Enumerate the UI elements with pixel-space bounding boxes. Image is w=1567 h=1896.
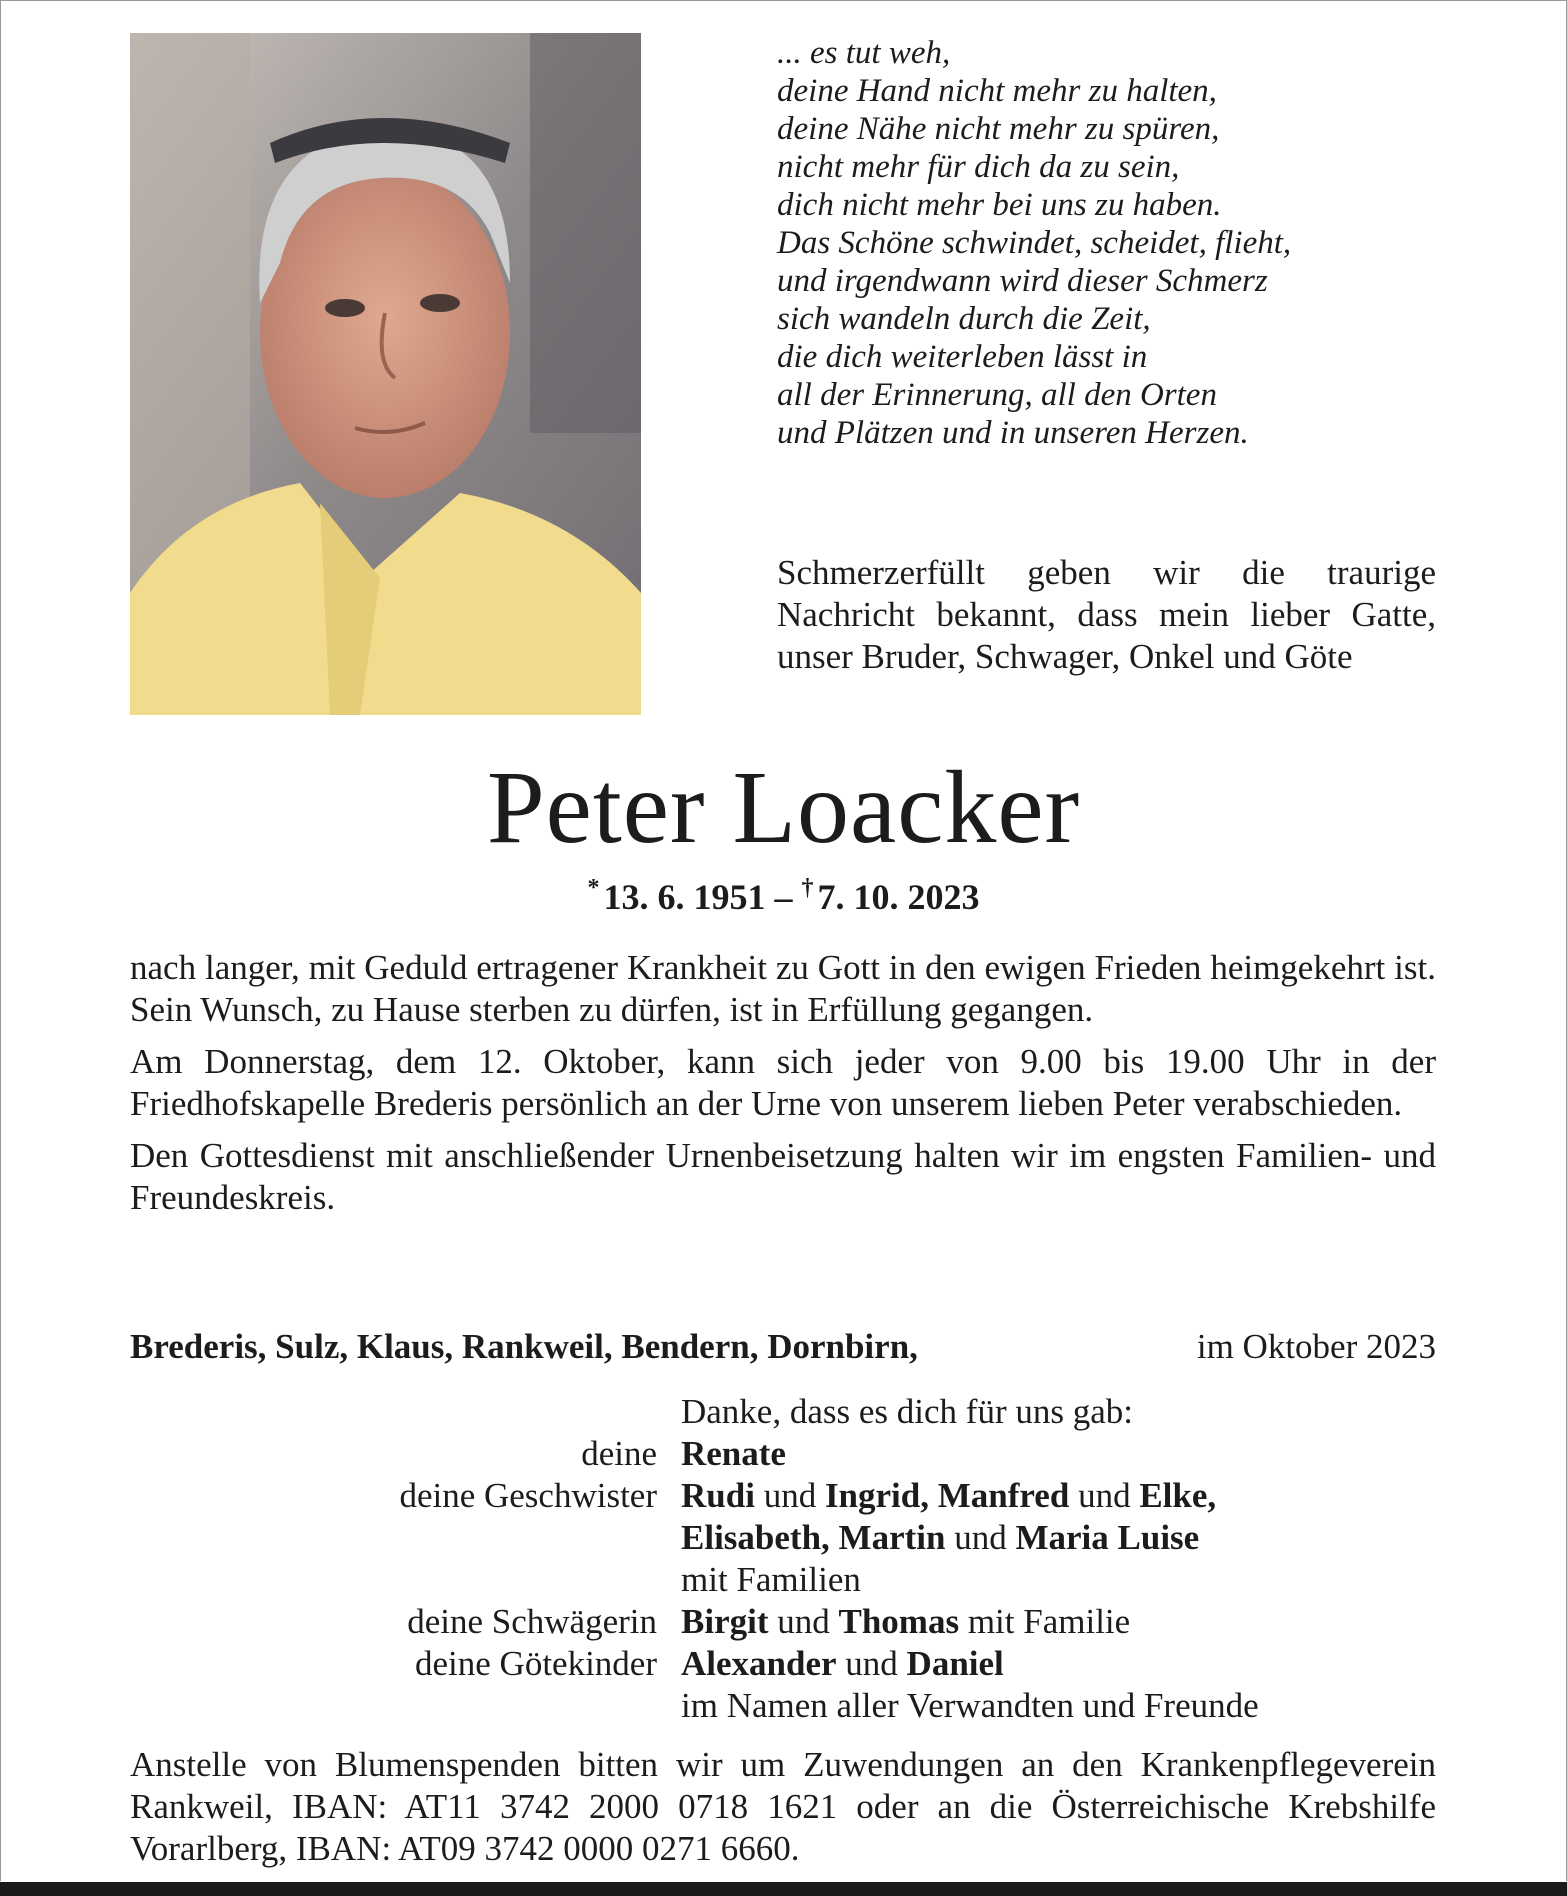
- locations: Brederis, Sulz, Klaus, Rankweil, Bendern, Dornbirn,: [130, 1327, 918, 1366]
- poem-line: Das Schöne schwindet, scheidet, flieht,: [777, 225, 1292, 261]
- poem-line: ... es tut weh,: [777, 35, 951, 71]
- siblings-line: Elisabeth, Martin und Maria Luise: [681, 1518, 1200, 1557]
- body-paragraph: Am Donnerstag, dem 12. Oktober, kann sich jeder von 9.00 bis 19.00 Uhr in der Friedhofskapelle Brederis persönlich an der Urne von unserem lieben Peter verabschieden.: [130, 1042, 1436, 1123]
- announcement: Schmerzerfüllt geben wir die traurige Nachricht bekannt, dass mein lieber Gatte, unser Bruder, Schwager, Onkel und Göte: [777, 553, 1436, 676]
- poem-line: die dich weiterleben lässt in: [777, 339, 1148, 375]
- donation-note: Anstelle von Blumenspenden bitten wir um Zuwendungen an den Krankenpflegeverein Rankweil, IBAN: AT11 3742 2000 0718 1621 oder an die Österreichische Krebshilfe Vorarlberg, IBAN: AT09 3742 0000 0271 6660.: [130, 1745, 1436, 1868]
- poem-line: und irgendwann wird dieser Schmerz: [777, 263, 1268, 299]
- family-label: deine Götekinder: [415, 1644, 657, 1683]
- date-separator: –: [774, 877, 793, 917]
- spouse-name: Renate: [681, 1434, 786, 1473]
- bottom-border: [0, 1882, 1567, 1896]
- family-label: deine: [581, 1434, 657, 1473]
- birth-symbol: *: [587, 875, 600, 901]
- poem-line: deine Nähe nicht mehr zu spüren,: [777, 111, 1220, 147]
- family-closing: im Namen aller Verwandten und Freunde: [681, 1686, 1259, 1725]
- death-symbol: †: [801, 875, 814, 901]
- siblings-line: Rudi und Ingrid, Manfred und Elke,: [681, 1476, 1217, 1515]
- life-dates: [0, 875, 1567, 918]
- body-text: [130, 947, 1436, 1229]
- body-paragraph: nach langer, mit Geduld ertragener Krankheit zu Gott in den ewigen Frieden heimgekehrt ist. Sein Wunsch, zu Hause sterben zu dürfen, ist in Erfüllung gegangen.: [130, 948, 1436, 1029]
- birth-date: 13. 6. 1951: [603, 877, 766, 917]
- portrait-photo: [130, 33, 641, 715]
- death-date: 7. 10. 2023: [817, 877, 980, 917]
- body-paragraph: Den Gottesdienst mit anschließender Urnenbeisetzung halten wir im engsten Familien- und Freundeskreis.: [130, 1136, 1436, 1217]
- poem-line: all der Erinnerung, all den Orten: [777, 377, 1217, 413]
- deceased-name: Peter Loacker: [486, 750, 1081, 865]
- family-label: deine Geschwister: [399, 1476, 657, 1515]
- siblings-suffix: mit Familien: [681, 1560, 861, 1599]
- poem-line: sich wandeln durch die Zeit,: [777, 301, 1151, 337]
- sisterinlaw-line: Birgit und Thomas mit Familie: [681, 1602, 1131, 1641]
- poem-line: deine Hand nicht mehr zu halten,: [777, 73, 1217, 109]
- family-list: [0, 1391, 1567, 1727]
- poem-line: und Plätzen und in unseren Herzen.: [777, 415, 1249, 451]
- poem: [777, 34, 1291, 452]
- godchildren-line: Alexander und Daniel: [681, 1644, 1004, 1683]
- place-date: im Oktober 2023: [1196, 1327, 1436, 1366]
- poem-line: dich nicht mehr bei uns zu haben.: [777, 187, 1222, 223]
- place-date-line: [130, 1326, 1436, 1368]
- family-label: deine Schwägerin: [407, 1602, 657, 1641]
- poem-line: nicht mehr für dich da zu sein,: [777, 149, 1180, 185]
- thanks-line: Danke, dass es dich für uns gab:: [681, 1392, 1133, 1431]
